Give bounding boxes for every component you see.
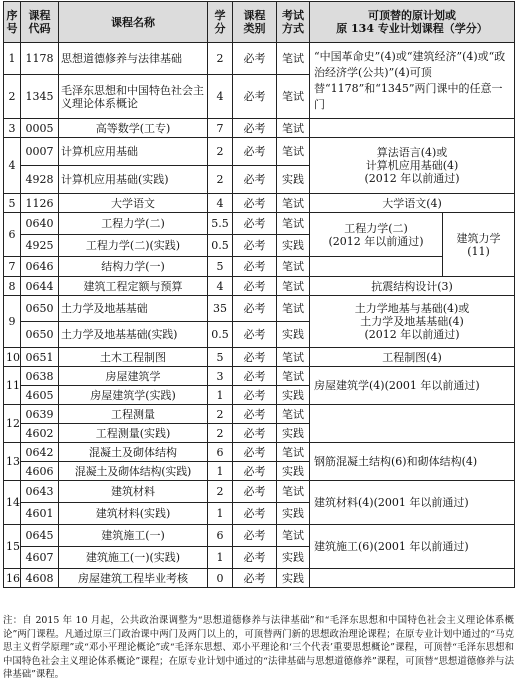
cell-category: 必考 xyxy=(233,213,277,235)
cell-exam: 实践 xyxy=(277,424,310,443)
cell-name: 工程力学(二)(实践) xyxy=(59,235,208,257)
cell-credits: 6 xyxy=(208,525,233,547)
cell-credits: 0.5 xyxy=(208,322,233,348)
cell-code: 4601 xyxy=(21,503,59,525)
cell-credits: 0.5 xyxy=(208,235,233,257)
cell-credits: 4 xyxy=(208,194,233,213)
cell-code: 4605 xyxy=(21,386,59,405)
cell-code: 0644 xyxy=(21,277,59,296)
cell-category: 必考 xyxy=(233,443,277,462)
cell-exam: 实践 xyxy=(277,503,310,525)
cell-name: 高等数学(工专) xyxy=(59,119,208,138)
cell-name: 混凝土及砌体结构(实践) xyxy=(59,462,208,481)
header-exam: 考试 方式 xyxy=(277,2,310,43)
header-category: 课程 类别 xyxy=(233,2,277,43)
cell-code: 4607 xyxy=(21,547,59,569)
cell-name: 建筑材料 xyxy=(59,481,208,503)
cell-name: 工程测量(实践) xyxy=(59,424,208,443)
cell-code: 0007 xyxy=(21,138,59,166)
cell-name: 毛泽东思想和中国特色社会主义理论体系概论 xyxy=(59,75,208,119)
header-name: 课程名称 xyxy=(59,2,208,43)
cell-category: 必考 xyxy=(233,296,277,322)
course-table xyxy=(3,1,515,588)
cell-code: 0642 xyxy=(21,443,59,462)
cell-replace xyxy=(310,257,443,277)
cell-seq: 14 xyxy=(4,481,21,525)
header-credits: 学 分 xyxy=(208,2,233,43)
cell-code: 0640 xyxy=(21,213,59,235)
cell-code: 0645 xyxy=(21,525,59,547)
cell-category: 必考 xyxy=(233,322,277,348)
cell-code: 4602 xyxy=(21,424,59,443)
cell-seq: 7 xyxy=(4,257,21,277)
cell-category: 必考 xyxy=(233,547,277,569)
cell-name: 思想道德修养与法律基础 xyxy=(59,43,208,75)
cell-seq: 15 xyxy=(4,525,21,569)
cell-credits: 1 xyxy=(208,503,233,525)
cell-category: 必考 xyxy=(233,138,277,166)
table-row xyxy=(4,405,515,424)
cell-category: 必考 xyxy=(233,405,277,424)
table-row xyxy=(4,213,515,235)
cell-exam: 笔试 xyxy=(277,348,310,367)
cell-name: 土力学及地基基础 xyxy=(59,296,208,322)
cell-credits: 4 xyxy=(208,75,233,119)
cell-exam: 实践 xyxy=(277,322,310,348)
table-row xyxy=(4,569,515,588)
cell-exam: 笔试 xyxy=(277,213,310,235)
table-row xyxy=(4,194,515,213)
cell-credits: 5 xyxy=(208,348,233,367)
cell-credits: 2 xyxy=(208,424,233,443)
cell-seq: 10 xyxy=(4,348,21,367)
table-row xyxy=(4,443,515,462)
cell-name: 计算机应用基础 xyxy=(59,138,208,166)
cell-name: 房屋建筑工程毕业考核 xyxy=(59,569,208,588)
cell-category: 必考 xyxy=(233,367,277,386)
cell-credits: 6 xyxy=(208,443,233,462)
table-row xyxy=(4,43,515,75)
cell-credits: 2 xyxy=(208,405,233,424)
cell-code: 0005 xyxy=(21,119,59,138)
cell-category: 必考 xyxy=(233,166,277,194)
table-row xyxy=(4,296,515,322)
cell-seq: 1 xyxy=(4,43,21,75)
cell-seq: 11 xyxy=(4,367,21,405)
cell-category: 必考 xyxy=(233,462,277,481)
cell-replace xyxy=(310,119,515,138)
cell-category: 必考 xyxy=(233,348,277,367)
header-code: 课程 代码 xyxy=(21,2,59,43)
cell-replace xyxy=(310,569,515,588)
cell-seq: 2 xyxy=(4,75,21,119)
cell-name: 计算机应用基础(实践) xyxy=(59,166,208,194)
cell-seq: 13 xyxy=(4,443,21,481)
cell-category: 必考 xyxy=(233,503,277,525)
cell-exam: 笔试 xyxy=(277,43,310,75)
cell-credits: 1 xyxy=(208,462,233,481)
cell-exam: 实践 xyxy=(277,547,310,569)
cell-exam: 笔试 xyxy=(277,277,310,296)
cell-replace: 大学语文(4) xyxy=(310,194,515,213)
cell-replace: 土力学地基与基础(4)或 土力学及地基基础(4) (2012 年以前通过) xyxy=(310,296,515,348)
cell-name: 建筑施工(一)(实践) xyxy=(59,547,208,569)
table-row xyxy=(4,525,515,547)
cell-credits: 5 xyxy=(208,257,233,277)
table-row xyxy=(4,257,515,277)
cell-code: 0646 xyxy=(21,257,59,277)
cell-replace-shared: 建筑力学 (11) xyxy=(443,213,515,277)
cell-code: 0638 xyxy=(21,367,59,386)
cell-exam: 笔试 xyxy=(277,119,310,138)
cell-code: 4608 xyxy=(21,569,59,588)
cell-code: 0651 xyxy=(21,348,59,367)
cell-category: 必考 xyxy=(233,525,277,547)
cell-exam: 实践 xyxy=(277,166,310,194)
table-row xyxy=(4,138,515,166)
cell-name: 建筑工程定额与预算 xyxy=(59,277,208,296)
cell-code: 4606 xyxy=(21,462,59,481)
cell-credits: 1 xyxy=(208,547,233,569)
footnote: 注：自 2015 年 10 月起，公共政治课调整为“思想道德修养与法律基础”和“毛泽东思想和中国特色社会主义理论体系概论”两门课程。凡通过原三门政治课中两门及两门以上的，可顶替两门新的思想政治理论课程；在原专业计划中通过的“马克思主义哲学原理”或“邓小平理论概论”或“毛泽东思想、邓小平理论和‘三个代表’重要思想概论”课程，可顶替“毛泽东思想和中国特色社会主义理论体系概论”课程；在原专业计划中通过的“法律基础与思想道德修养”课程，可顶替“思想道德修养与法律基础”课程。 xyxy=(3,615,514,681)
cell-code: 4925 xyxy=(21,235,59,257)
cell-name: 工程力学(二) xyxy=(59,213,208,235)
cell-credits: 5.5 xyxy=(208,213,233,235)
header-replace: 可顶替的原计划或 原 134 专业计划课程（学分） xyxy=(310,2,515,43)
cell-seq: 12 xyxy=(4,405,21,443)
cell-name: 土木工程制图 xyxy=(59,348,208,367)
cell-replace: 工程制图(4) xyxy=(310,348,515,367)
cell-credits: 1 xyxy=(208,386,233,405)
cell-exam: 笔试 xyxy=(277,138,310,166)
cell-replace: 房屋建筑学(4)(2001 年以前通过) xyxy=(310,367,515,405)
cell-code: 0650 xyxy=(21,322,59,348)
cell-name: 大学语文 xyxy=(59,194,208,213)
cell-replace: 建筑施工(6)(2001 年以前通过) xyxy=(310,525,515,569)
cell-name: 结构力学(一) xyxy=(59,257,208,277)
cell-code: 4928 xyxy=(21,166,59,194)
cell-category: 必考 xyxy=(233,235,277,257)
table-row xyxy=(4,367,515,386)
cell-credits: 2 xyxy=(208,481,233,503)
cell-seq: 5 xyxy=(4,194,21,213)
cell-credits: 35 xyxy=(208,296,233,322)
cell-name: 建筑施工(一) xyxy=(59,525,208,547)
cell-seq: 9 xyxy=(4,296,21,348)
cell-credits: 2 xyxy=(208,138,233,166)
cell-name: 房屋建筑学 xyxy=(59,367,208,386)
cell-credits: 2 xyxy=(208,43,233,75)
cell-seq: 4 xyxy=(4,138,21,194)
cell-exam: 笔试 xyxy=(277,443,310,462)
cell-category: 必考 xyxy=(233,481,277,503)
cell-replace: 钢筋混凝土结构(6)和砌体结构(4) xyxy=(310,443,515,481)
cell-exam: 实践 xyxy=(277,386,310,405)
cell-category: 必考 xyxy=(233,277,277,296)
cell-code: 1126 xyxy=(21,194,59,213)
header-row xyxy=(4,2,515,43)
cell-exam: 实践 xyxy=(277,235,310,257)
cell-category: 必考 xyxy=(233,75,277,119)
cell-exam: 实践 xyxy=(277,569,310,588)
cell-exam: 笔试 xyxy=(277,296,310,322)
cell-code: 1345 xyxy=(21,75,59,119)
cell-category: 必考 xyxy=(233,386,277,405)
cell-replace: 抗震结构设计(3) xyxy=(310,277,515,296)
cell-replace: 算法语言(4)或 计算机应用基础(4) (2012 年以前通过) xyxy=(310,138,515,194)
table-row xyxy=(4,348,515,367)
cell-code: 0650 xyxy=(21,296,59,322)
table-row xyxy=(4,277,515,296)
cell-replace: 工程力学(二) (2012 年以前通过) xyxy=(310,213,443,257)
cell-name: 混凝土及砌体结构 xyxy=(59,443,208,462)
cell-seq: 6 xyxy=(4,213,21,257)
cell-credits: 4 xyxy=(208,277,233,296)
cell-category: 必考 xyxy=(233,43,277,75)
cell-credits: 3 xyxy=(208,367,233,386)
cell-exam: 笔试 xyxy=(277,257,310,277)
cell-exam: 笔试 xyxy=(277,75,310,119)
cell-replace xyxy=(310,405,515,443)
cell-name: 土力学及地基基础(实践) xyxy=(59,322,208,348)
cell-category: 必考 xyxy=(233,424,277,443)
cell-credits: 2 xyxy=(208,166,233,194)
cell-code: 1178 xyxy=(21,43,59,75)
cell-category: 必考 xyxy=(233,569,277,588)
cell-category: 必考 xyxy=(233,119,277,138)
cell-credits: 0 xyxy=(208,569,233,588)
table-row xyxy=(4,481,515,503)
cell-name: 工程测量 xyxy=(59,405,208,424)
cell-seq: 16 xyxy=(4,569,21,588)
header-seq: 序 号 xyxy=(4,2,21,43)
cell-exam: 笔试 xyxy=(277,405,310,424)
cell-seq: 3 xyxy=(4,119,21,138)
cell-code: 0639 xyxy=(21,405,59,424)
cell-code: 0643 xyxy=(21,481,59,503)
cell-exam: 实践 xyxy=(277,462,310,481)
cell-replace: 建筑材料(4)(2001 年以前通过) xyxy=(310,481,515,525)
cell-exam: 笔试 xyxy=(277,525,310,547)
cell-seq: 8 xyxy=(4,277,21,296)
cell-exam: 笔试 xyxy=(277,367,310,386)
cell-replace: “中国革命史”(4)或“建筑经济”(4)或“政治经济学(公共)”(4)可顶替“1178”和“1345”两门课中的任意一门 xyxy=(310,43,515,119)
cell-category: 必考 xyxy=(233,194,277,213)
cell-name: 建筑材料(实践) xyxy=(59,503,208,525)
cell-exam: 笔试 xyxy=(277,481,310,503)
cell-name: 房屋建筑学(实践) xyxy=(59,386,208,405)
cell-credits: 7 xyxy=(208,119,233,138)
table-row xyxy=(4,119,515,138)
cell-exam: 笔试 xyxy=(277,194,310,213)
cell-category: 必考 xyxy=(233,257,277,277)
